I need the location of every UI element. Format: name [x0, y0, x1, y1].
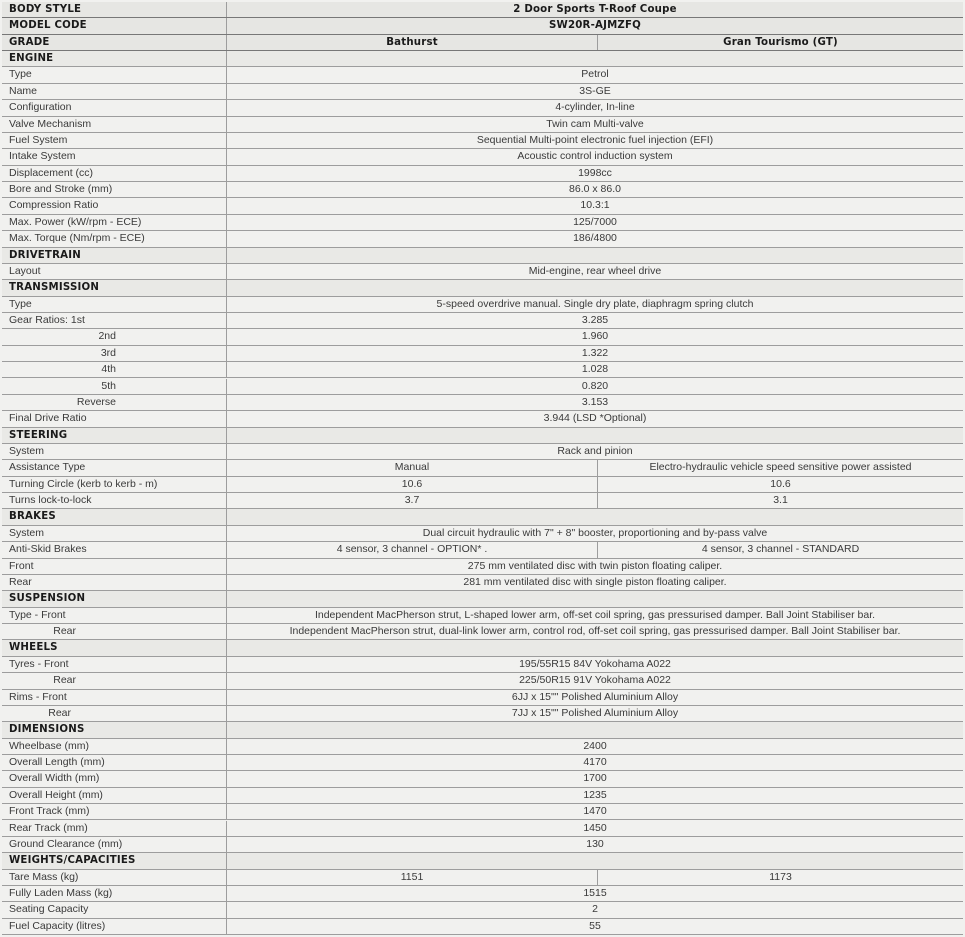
- spec-value: 1515: [583, 886, 607, 899]
- spec-row: [2, 67, 963, 83]
- section-fill: [227, 428, 963, 443]
- spec-label: Turning Circle (kerb to kerb - m): [2, 477, 227, 492]
- spec-label: Gear Ratios: 1st: [2, 313, 227, 328]
- spec-label: MODEL CODE: [2, 18, 227, 33]
- spec-value: 275 mm ventilated disc with twin piston floating caliper.: [467, 559, 723, 572]
- spec-row: [2, 788, 963, 804]
- section-header: [2, 853, 963, 869]
- spec-value: 3.944 (LSD *Optional): [543, 412, 647, 425]
- spec-row: [2, 100, 963, 116]
- spec-label: Intake System: [2, 149, 227, 164]
- spec-label: Overall Height (mm): [2, 788, 227, 803]
- section-header: [2, 640, 963, 656]
- spec-value: Mid-engine, rear wheel drive: [528, 264, 662, 277]
- spec-row: [2, 575, 963, 591]
- spec-label: Rear: [2, 673, 227, 688]
- section-fill: [227, 853, 963, 868]
- spec-label: Bore and Stroke (mm): [2, 182, 227, 197]
- spec-row: [2, 706, 963, 722]
- spec-value: Sequential Multi-point electronic fuel injection (EFI): [476, 133, 714, 146]
- spec-value: 2 Door Sports T-Roof Coupe: [513, 4, 677, 15]
- spec-label: 4th: [2, 362, 227, 377]
- section-title: TRANSMISSION: [2, 280, 227, 295]
- spec-label: Fully Laden Mass (kg): [2, 886, 227, 901]
- spec-row: [2, 133, 963, 149]
- spec-label: Compression Ratio: [2, 198, 227, 213]
- spec-label: Front: [2, 559, 227, 574]
- spec-value-gt: 1173: [769, 870, 792, 883]
- spec-row: [2, 149, 963, 165]
- spec-label: Fuel System: [2, 133, 227, 148]
- spec-row: [2, 739, 963, 755]
- spec-label: 5th: [2, 379, 227, 394]
- spec-row: [2, 297, 963, 313]
- spec-value: 86.0 x 86.0: [569, 183, 621, 196]
- spec-label: Ground Clearance (mm): [2, 837, 227, 852]
- spec-value: 10.3:1: [580, 199, 610, 212]
- spec-row: [2, 460, 963, 476]
- spec-value: Independent MacPherson strut, dual-link lower arm, control rod, off-set coil spring, gas pressurised damper. Ball Joint Stabiliser bar.: [289, 625, 901, 638]
- spec-row: [2, 919, 963, 935]
- spec-label: Final Drive Ratio: [2, 411, 227, 426]
- spec-row: [2, 84, 963, 100]
- spec-value: 6JJ x 15"" Polished Aluminium Alloy: [511, 690, 679, 703]
- spec-value: 130: [586, 837, 604, 850]
- spec-label: Configuration: [2, 100, 227, 115]
- spec-label: Tare Mass (kg): [2, 870, 227, 885]
- section-header: [2, 591, 963, 607]
- spec-row: [2, 198, 963, 214]
- spec-row: [2, 215, 963, 231]
- spec-label: 3rd: [2, 346, 227, 361]
- spec-row: [2, 2, 963, 18]
- spec-value: SW20R-AJMZFQ: [548, 20, 642, 32]
- section-title: WHEELS: [2, 640, 227, 655]
- spec-row: [2, 18, 963, 34]
- spec-label: Rear: [2, 624, 227, 639]
- spec-value: Rack and pinion: [557, 444, 633, 457]
- spec-value: 1235: [583, 788, 607, 801]
- spec-row: [2, 444, 963, 460]
- spec-row: [2, 395, 963, 411]
- spec-row: [2, 624, 963, 640]
- spec-value-bathurst: 4 sensor, 3 channel - OPTION* .: [227, 542, 598, 557]
- spec-row: [2, 886, 963, 902]
- spec-row: [2, 755, 963, 771]
- spec-value: 1.028: [581, 363, 609, 376]
- spec-value: 7JJ x 15"" Polished Aluminium Alloy: [511, 706, 679, 719]
- spec-label: Fuel Capacity (litres): [2, 919, 227, 934]
- spec-value-gt: 4 sensor, 3 channel - STANDARD: [701, 543, 860, 556]
- spec-value: 2400: [583, 739, 607, 752]
- spec-value: 3.153: [581, 395, 609, 408]
- section-header: [2, 280, 963, 296]
- spec-row: [2, 477, 963, 493]
- spec-value: 3S-GE: [579, 84, 611, 97]
- spec-row: [2, 264, 963, 280]
- spec-value: 1470: [583, 805, 607, 818]
- spec-value: 5-speed overdrive manual. Single dry plate, diaphragm spring clutch: [436, 297, 754, 310]
- spec-row: [2, 346, 963, 362]
- spec-label: Overall Length (mm): [2, 755, 227, 770]
- spec-label: System: [2, 526, 227, 541]
- spec-value: Independent MacPherson strut, L-shaped lower arm, off-set coil spring, gas pressurised damper. Ball Joint Stabiliser bar.: [314, 608, 876, 621]
- spec-row: [2, 379, 963, 395]
- spec-value-bathurst: Manual: [227, 460, 598, 475]
- spec-value: 1450: [583, 821, 607, 834]
- spec-value-gt: 10.6: [770, 477, 791, 490]
- spec-row: [2, 313, 963, 329]
- spec-label: Type: [2, 297, 227, 312]
- spec-row: [2, 608, 963, 624]
- spec-label: Turns lock-to-lock: [2, 493, 227, 508]
- spec-label: Overall Width (mm): [2, 771, 227, 786]
- spec-row: [2, 821, 963, 837]
- spec-label: Type: [2, 67, 227, 82]
- spec-label: GRADE: [2, 35, 227, 50]
- spec-label: Tyres - Front: [2, 657, 227, 672]
- spec-row: [2, 559, 963, 575]
- spec-value-bathurst: 1151: [227, 870, 598, 885]
- spec-value: 186/4800: [573, 232, 617, 245]
- spec-value-gt: Electro-hydraulic vehicle speed sensitive power assisted: [649, 461, 912, 474]
- spec-value: 0.820: [581, 379, 609, 392]
- section-header: [2, 722, 963, 738]
- spec-label: Max. Torque (Nm/rpm - ECE): [2, 231, 227, 246]
- spec-label: Reverse: [2, 395, 227, 410]
- section-fill: [227, 280, 963, 295]
- spec-value: 281 mm ventilated disc with single piston floating caliper.: [463, 575, 727, 588]
- spec-value: 2: [592, 903, 598, 916]
- spec-label: Seating Capacity: [2, 902, 227, 917]
- spec-row: [2, 231, 963, 247]
- spec-value: 195/55R15 84V Yokohama A022: [519, 657, 671, 670]
- spec-label: Valve Mechanism: [2, 117, 227, 132]
- spec-value: 4170: [583, 756, 607, 769]
- section-fill: [227, 51, 963, 66]
- spec-row: [2, 35, 963, 51]
- section-header: [2, 248, 963, 264]
- spec-row: [2, 411, 963, 427]
- spec-label: Rims - Front: [2, 690, 227, 705]
- spec-value: Dual circuit hydraulic with 7" + 8" booster, proportioning and by-pass valve: [422, 526, 768, 539]
- spec-value: 1998cc: [578, 166, 612, 179]
- spec-row: [2, 690, 963, 706]
- section-fill: [227, 248, 963, 263]
- spec-row: [2, 329, 963, 345]
- spec-row: [2, 362, 963, 378]
- spec-label: Anti-Skid Brakes: [2, 542, 227, 557]
- spec-row: [2, 673, 963, 689]
- spec-row: [2, 870, 963, 886]
- spec-value-bathurst: 3.7: [227, 493, 598, 508]
- spec-value: 1700: [583, 772, 607, 785]
- spec-value: 1.322: [581, 346, 609, 359]
- spec-label: Type - Front: [2, 608, 227, 623]
- spec-label: Max. Power (kW/rpm - ECE): [2, 215, 227, 230]
- spec-label: Front Track (mm): [2, 804, 227, 819]
- section-fill: [227, 591, 963, 606]
- spec-value-gt: Gran Tourismo (GT): [723, 36, 838, 48]
- spec-label: Name: [2, 84, 227, 99]
- section-fill: [227, 640, 963, 655]
- spec-value: Acoustic control induction system: [517, 150, 673, 163]
- spec-label: Displacement (cc): [2, 166, 227, 181]
- section-title: ENGINE: [2, 51, 227, 66]
- section-fill: [227, 722, 963, 737]
- spec-row: [2, 837, 963, 853]
- spec-value: 225/50R15 91V Yokohama A022: [519, 674, 671, 687]
- section-title: WEIGHTS/CAPACITIES: [2, 853, 227, 868]
- spec-value-gt: 3.1: [773, 494, 788, 507]
- spec-row: [2, 166, 963, 182]
- section-header: [2, 509, 963, 525]
- section-header: [2, 428, 963, 444]
- spec-row: [2, 526, 963, 542]
- spec-label: 2nd: [2, 329, 227, 344]
- spec-value: 1.960: [581, 330, 609, 343]
- spec-value-bathurst: Bathurst: [227, 35, 598, 50]
- spec-value: 55: [589, 919, 601, 932]
- spec-value-bathurst: 10.6: [227, 477, 598, 492]
- spec-label: Layout: [2, 264, 227, 279]
- spec-row: [2, 493, 963, 509]
- section-title: SUSPENSION: [2, 591, 227, 606]
- spec-row: [2, 542, 963, 558]
- spec-label: Rear: [2, 575, 227, 590]
- section-title: DIMENSIONS: [2, 722, 227, 737]
- spec-row: [2, 117, 963, 133]
- section-title: BRAKES: [2, 509, 227, 524]
- spec-label: Wheelbase (mm): [2, 739, 227, 754]
- spec-label: Rear: [2, 706, 227, 721]
- section-title: STEERING: [2, 428, 227, 443]
- spec-value: 4-cylinder, In-line: [555, 101, 635, 114]
- spec-label: Rear Track (mm): [2, 821, 227, 836]
- spec-value: 3.285: [581, 314, 609, 327]
- spec-label: BODY STYLE: [2, 2, 227, 17]
- spec-row: [2, 182, 963, 198]
- section-fill: [227, 509, 963, 524]
- spec-label: Assistance Type: [2, 460, 227, 475]
- spec-label: System: [2, 444, 227, 459]
- spec-value: Twin cam Multi-valve: [546, 117, 644, 130]
- spec-row: [2, 657, 963, 673]
- section-title: DRIVETRAIN: [2, 248, 227, 263]
- section-header: [2, 51, 963, 67]
- spec-row: [2, 804, 963, 820]
- spec-row: [2, 771, 963, 787]
- spec-row: [2, 902, 963, 918]
- spec-value: Petrol: [581, 68, 609, 81]
- spec-value: 125/7000: [573, 215, 617, 228]
